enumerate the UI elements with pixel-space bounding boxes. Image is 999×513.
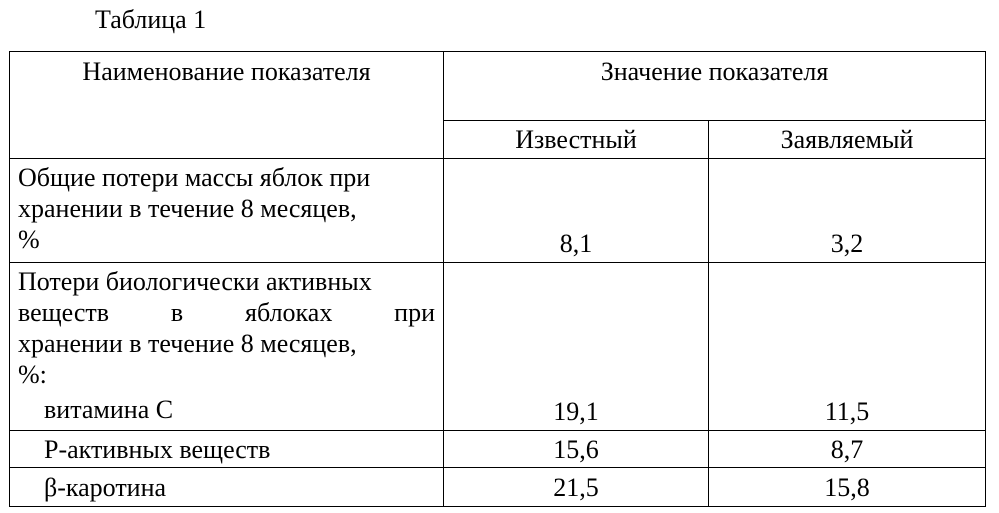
header-indicator-value: Значение показателя [444,52,986,121]
row-label-word: яблоках [245,298,333,327]
row-label-line: хранении в течение 8 месяцев, [18,194,357,223]
row-label-word: в [170,298,184,327]
table-row [10,468,986,507]
table-caption: Таблица 1 [95,5,207,34]
row-label-line: хранении в течение 8 месяцев, [18,329,357,358]
row-label: Р-активных веществ [10,431,444,468]
row-label-line: %: [18,360,47,389]
row-label [10,159,444,263]
table-header-row [10,52,986,121]
cell-known: 19,1 [444,263,709,431]
table-row [10,431,986,468]
cell-claimed: 3,2 [709,159,986,263]
row-label-word: при [394,298,435,327]
cell-claimed: 15,8 [709,468,986,507]
row-label-word: веществ [18,298,110,327]
row-label: β-каротина [10,468,444,507]
header-indicator-name: Наименование показателя [10,52,444,159]
cell-known: 8,1 [444,159,709,263]
table-row [10,159,986,263]
cell-claimed: 11,5 [709,263,986,431]
table-row [10,263,986,431]
header-claimed: Заявляемый [709,121,986,159]
row-label-line [18,297,435,328]
row-label-line: Потери биологически активных [18,267,372,296]
row-sub-label: витамина С [44,395,174,424]
row-label-line: % [18,225,40,254]
header-known: Известный [444,121,709,159]
row-label [10,263,444,431]
cell-known: 21,5 [444,468,709,507]
row-label-line: Общие потери массы яблок при [18,163,371,192]
data-table [9,51,986,507]
cell-known: 15,6 [444,431,709,468]
cell-claimed: 8,7 [709,431,986,468]
